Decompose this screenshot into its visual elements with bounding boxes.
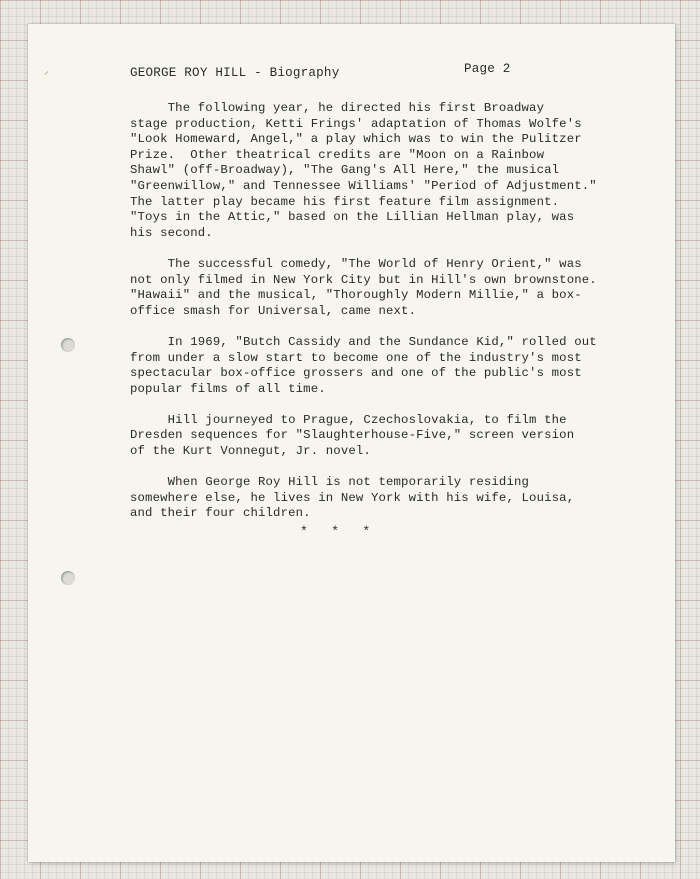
text-line: Prize. Other theatrical credits are "Moon on a Rainbow [130,147,545,162]
text-line: "Hawaii" and the musical, "Thoroughly Modern Millie," a box- [130,288,582,303]
paragraph [130,475,610,522]
text-line: from under a slow start to become one of the industry's most [130,350,582,365]
punch-hole [61,338,75,352]
punch-hole [61,571,75,585]
text-line: and their four children. [130,506,311,521]
paragraph [130,413,610,460]
text-line: In 1969, "Butch Cassidy and the Sundance Kid," rolled out [130,334,597,349]
text-line: Shawl" (off-Broadway), "The Gang's All Here," the musical [130,163,560,178]
text-line: not only filmed in New York City but in Hill's own brownstone. [130,272,597,287]
page-number: Page 2 [464,62,511,76]
text-line: stage production, Ketti Frings' adaptation of Thomas Wolfe's [130,116,582,131]
biography-body [130,101,610,538]
text-line: "Greenwillow," and Tennessee Williams' "Period of Adjustment." [130,178,597,193]
text-line: "Look Homeward, Angel," a play which was to win the Pulitzer [130,132,582,147]
text-line: popular films of all time. [130,381,326,396]
end-marker: * * * [300,524,371,539]
text-line: The following year, he directed his first Broadway [130,101,545,115]
ink-smudge: ⸝ [44,67,49,78]
text-line: Dresden sequences for "Slaughterhouse-Five," screen version [130,428,575,443]
text-line: spectacular box-office grossers and one of the public's most [130,366,582,381]
text-line: The latter play became his first feature film assignment. [130,194,560,209]
text-line: "Toys in the Attic," based on the Lillian Hellman play, was [130,210,575,225]
text-line: his second. [130,225,213,240]
text-line: When George Roy Hill is not temporarily residing [130,475,530,490]
text-line: somewhere else, he lives in New York with his wife, Louisa, [130,490,575,505]
text-line: Hill journeyed to Prague, Czechoslovakia, to film the [130,412,567,427]
text-line: The successful comedy, "The World of Henry Orient," was [130,256,582,271]
page-title: GEORGE ROY HILL - Biography [130,66,340,80]
paragraph [130,101,610,241]
text-line: office smash for Universal, came next. [130,303,417,318]
paragraph [130,257,610,319]
text-line: of the Kurt Vonnegut, Jr. novel. [130,444,371,459]
paragraph [130,335,610,397]
